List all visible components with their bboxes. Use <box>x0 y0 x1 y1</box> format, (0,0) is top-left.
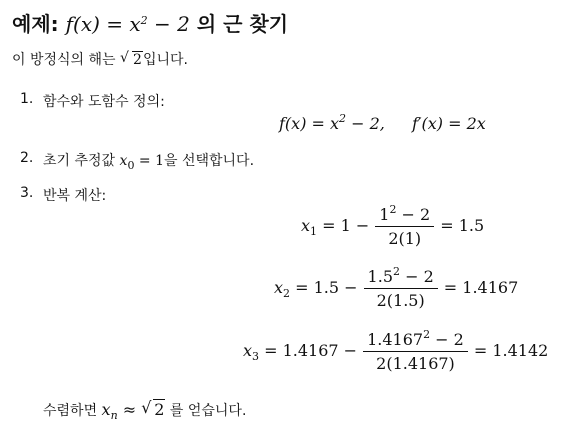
conclusion-sqrt-arg: 2 <box>154 400 165 419</box>
iteration-3-numerator <box>363 330 468 352</box>
iteration-3-sub: 3 <box>252 350 260 363</box>
sqrt-symbol-icon: √ <box>141 398 152 417</box>
iteration-1-num-exp: 2 <box>389 203 397 216</box>
iteration-2-lhs: = 1.5 − <box>290 278 358 297</box>
iteration-2-num-base: 1.5 <box>367 267 393 286</box>
iteration-3-num-tail: − 2 <box>430 330 464 349</box>
iteration-1-denominator: 2(1) <box>388 229 422 248</box>
iteration-2-var: x <box>274 278 284 297</box>
step-3-number: 3. <box>20 185 34 201</box>
title-function-base: f(x) = x <box>65 12 141 36</box>
iteration-1-lhs: = 1 − <box>317 216 370 235</box>
iteration-3-denominator: 2(1.4167) <box>376 354 455 373</box>
iteration-3-lhs: = 1.4167 − <box>259 341 358 360</box>
step-2-before: 초기 추정값 <box>43 153 120 169</box>
iteration-3-num-base: 1.4167 <box>367 330 424 349</box>
iteration-2-num-tail: − 2 <box>400 267 434 286</box>
step-2-text <box>43 150 254 170</box>
title-function-tail: − 2 <box>147 12 190 36</box>
intro-sqrt-arg: 2 <box>133 52 142 68</box>
step-2-after: 을 선택합니다. <box>163 153 255 169</box>
formula-f-tail: − 2, <box>346 114 385 133</box>
iteration-1-num-tail: − 2 <box>396 205 431 224</box>
iteration-2-fraction <box>364 267 438 310</box>
conclusion-approx: ≈ <box>117 400 142 419</box>
conclusion-var: x <box>101 400 111 419</box>
conclusion-after: 를 얻습니다. <box>165 403 247 419</box>
iteration-2-result: = 1.4167 <box>443 278 519 297</box>
intro-sqrt <box>120 51 143 68</box>
step-1-formula <box>279 114 486 133</box>
iteration-3-num-exp: 2 <box>423 328 431 341</box>
iteration-1-result: = 1.5 <box>440 216 485 235</box>
conclusion-sqrt <box>141 399 165 419</box>
iteration-2-denominator: 2(1.5) <box>376 291 425 310</box>
intro-before: 이 방정식의 해는 <box>12 52 121 68</box>
formula-f-base: f(x) = x <box>279 114 340 133</box>
iteration-1-var: x <box>301 216 311 235</box>
sqrt-symbol-icon: √ <box>120 50 129 66</box>
step-2-var: x <box>119 153 128 169</box>
step-1-number: 1. <box>20 91 34 107</box>
step-3-text: 반복 계산: <box>43 188 107 204</box>
conclusion-line <box>43 399 246 420</box>
step-1-text: 함수와 도함수 정의: <box>43 94 165 110</box>
iteration-1-numerator <box>375 205 434 227</box>
formula-f <box>279 114 385 133</box>
title-function <box>66 12 190 36</box>
iteration-1-fraction <box>375 205 434 248</box>
iteration-1-num-base: 1 <box>379 205 390 224</box>
page-title <box>12 8 288 37</box>
step-2-number: 2. <box>20 150 34 166</box>
iteration-1-sub: 1 <box>310 225 318 238</box>
step-2-eq: = 1 <box>134 153 164 169</box>
formula-f-exponent: 2 <box>339 112 347 125</box>
iteration-1 <box>301 205 484 248</box>
intro-after: 입니다. <box>142 52 188 68</box>
iteration-2-sub: 2 <box>283 287 291 300</box>
iteration-2 <box>274 267 518 310</box>
iteration-2-numerator <box>364 267 438 289</box>
step-2-var-sub: 0 <box>127 159 135 172</box>
iteration-3-var: x <box>243 341 253 360</box>
iteration-3-result: = 1.4142 <box>473 341 549 360</box>
iteration-3-fraction <box>363 330 468 373</box>
title-function-exponent: 2 <box>140 14 148 27</box>
iteration-2-num-exp: 2 <box>393 265 400 278</box>
intro-line <box>12 49 188 69</box>
title-suffix: 의 근 찾기 <box>196 12 289 36</box>
conclusion-var-sub: n <box>110 409 118 422</box>
formula-fprime: f′(x) = 2x <box>411 114 486 133</box>
title-label: 예제: <box>12 12 59 36</box>
conclusion-before: 수렴하면 <box>43 403 102 419</box>
iteration-3 <box>243 330 548 373</box>
